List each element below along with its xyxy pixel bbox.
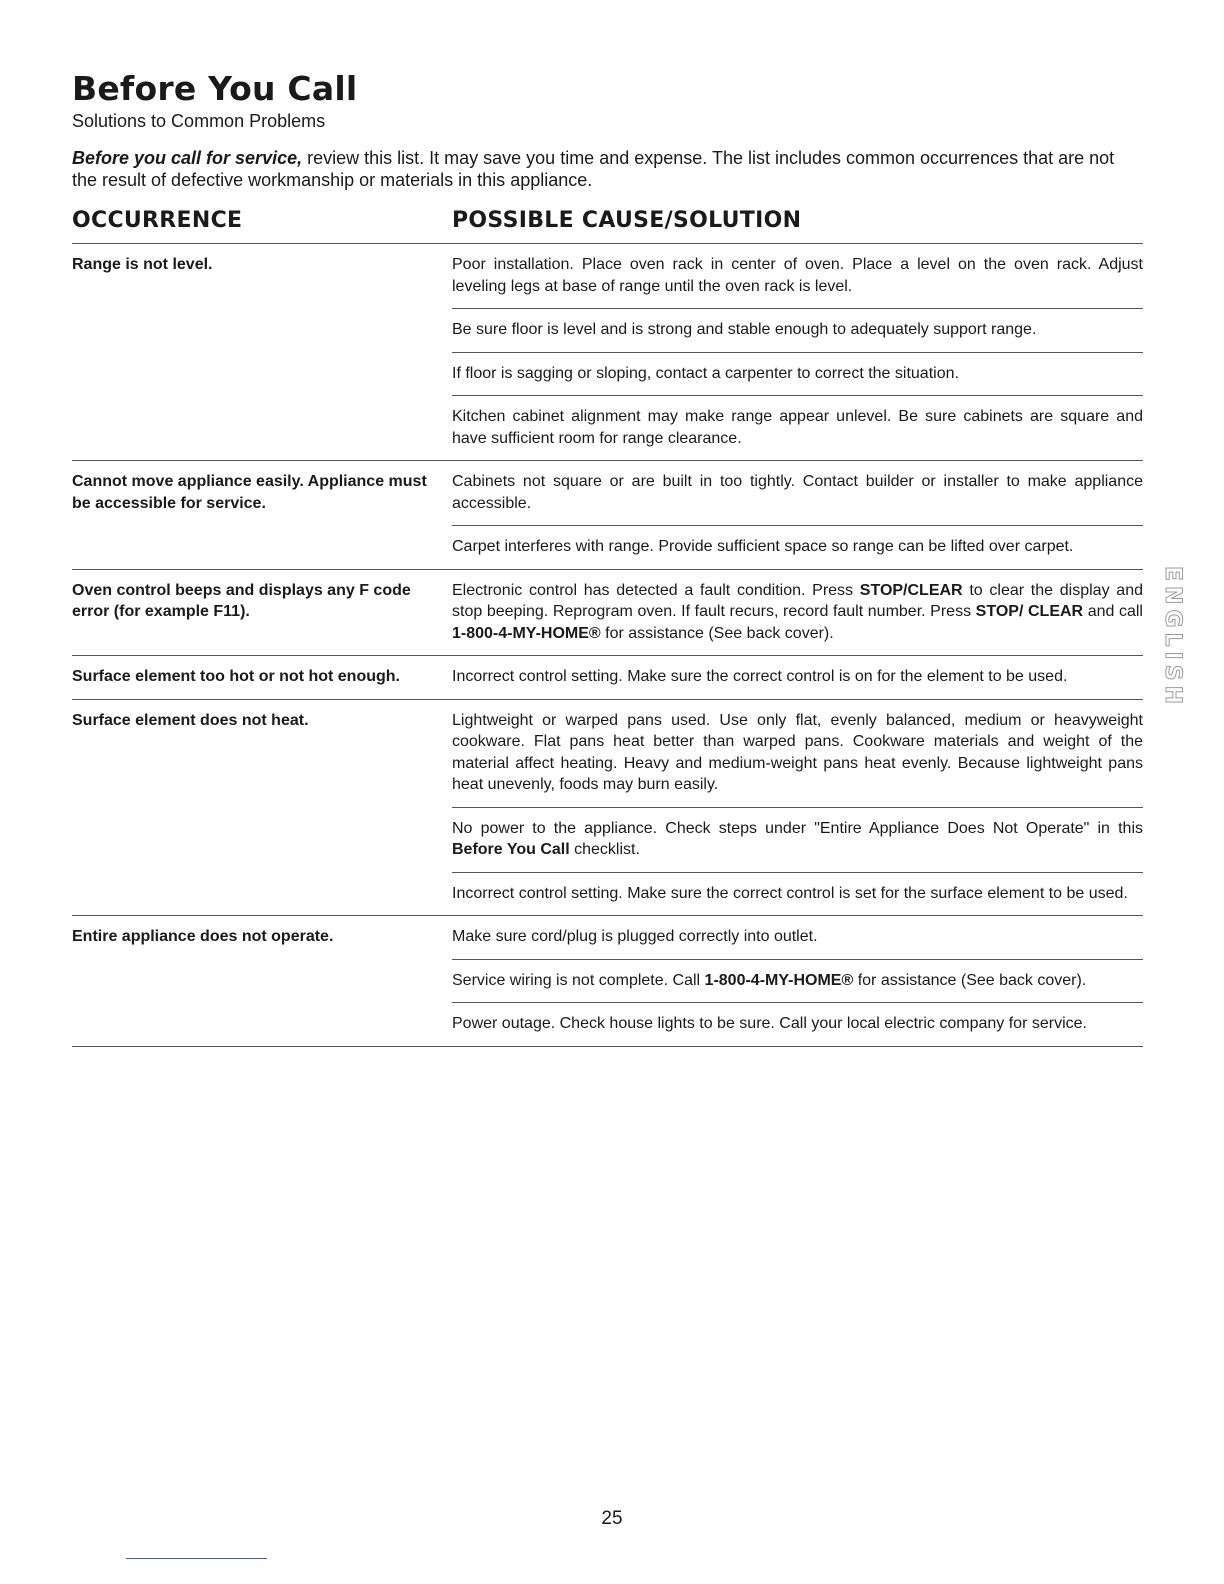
side-tab-label: ENGLISH (1159, 565, 1185, 709)
troubleshooting-table (72, 244, 1143, 1047)
solutions-cell (452, 700, 1143, 916)
solution-emphasis: 1-800-4-MY-HOME® (452, 624, 601, 642)
page-number: 25 (601, 1508, 623, 1529)
solution-emphasis: STOP/CLEAR (859, 581, 963, 599)
occurrence-cell: Entire appliance does not operate. (72, 928, 334, 945)
solution-text: Cabinets not square or are built in too tightly. Contact builder or installer to make appliance accessible. (452, 473, 1143, 512)
solutions-cell (452, 570, 1143, 656)
table-row (72, 461, 1143, 570)
solution-text: for assistance (See back cover). (600, 624, 834, 642)
solution-text: Electronic control has detected a fault condition. Press (452, 581, 860, 599)
solution-text: for assistance (See back cover). (853, 971, 1087, 989)
solution-item (452, 395, 1143, 460)
solution-item (452, 916, 1143, 959)
solutions-cell (452, 244, 1143, 460)
solution-emphasis: STOP/ CLEAR (975, 603, 1084, 620)
solution-item (452, 244, 1143, 308)
intro-lead: Before you call for service, (72, 148, 303, 168)
solution-text: Kitchen cabinet alignment may make range appear unlevel. Be sure cabinets are square and have sufficient room for range clearance. (452, 408, 1143, 447)
solution-item (452, 872, 1143, 916)
table-row (72, 916, 1143, 1047)
page-subtitle: Solutions to Common Problems (72, 111, 326, 131)
solution-text: to clear the display and stop beeping. Reprogram oven. If fault recurs, record fault number. Press (452, 581, 1143, 620)
solution-text: No power to the appliance. Check steps under "Entire Appliance Does Not Operate" in this (452, 819, 1143, 837)
column-header-occurrence: OCCURRENCE (72, 208, 243, 233)
table-row (72, 700, 1143, 917)
solution-text: Power outage. Check house lights to be sure. Call your local electric company for service. (452, 1015, 1087, 1032)
occurrence-cell: Oven control beeps and displays any F code error (for example F11). (72, 581, 411, 620)
solution-item (452, 656, 1143, 699)
page-title: Before You Call (72, 69, 358, 108)
solution-item (452, 807, 1143, 872)
solution-text: Be sure floor is level and is strong and stable enough to adequately support range. (452, 321, 1037, 338)
solution-item (452, 959, 1143, 1003)
solution-text: and call (1083, 603, 1143, 620)
column-header-solution: POSSIBLE CAUSE/SOLUTION (452, 208, 802, 233)
solution-text: Lightweight or warped pans used. Use only flat, evenly balanced, medium or heavyweight cookware. Flat pans heat better than warped pans. Cookware materials and weight of the material affect heating. Heavy and medium-weight pans heat evenly. Because lightweight pans heat unevenly, foods may burn easily. (452, 711, 1143, 793)
solution-text: Incorrect control setting. Make sure the correct control is set for the surface element to be used. (452, 884, 1128, 902)
solution-text: Make sure cord/plug is plugged correctly into outlet. (452, 928, 818, 945)
page-content (72, 70, 1143, 1047)
solutions-cell (452, 461, 1143, 569)
solution-item (452, 1002, 1143, 1046)
solution-text: Service wiring is not complete. Call (452, 971, 705, 989)
solution-text: Incorrect control setting. Make sure the correct control is on for the element to be used. (452, 668, 1068, 685)
solution-text: checklist. (569, 841, 640, 858)
table-row (72, 244, 1143, 461)
solution-item (452, 352, 1143, 396)
table-row (72, 570, 1143, 657)
occurrence-cell: Range is not level. (72, 256, 213, 273)
solution-item (452, 525, 1143, 569)
solution-item (452, 570, 1143, 656)
language-side-tab (1158, 566, 1186, 708)
solutions-cell (452, 656, 1143, 699)
solution-text: Carpet interferes with range. Provide sufficient space so range can be lifted over carpet. (452, 538, 1074, 555)
footer-rule (126, 1558, 267, 1559)
intro-text: review this list. It may save you time and expense. The list includes common occurrences that are not the result of defective workmanship or materials in this appliance. (72, 148, 1115, 190)
solution-text: If floor is sagging or sloping, contact a carpenter to correct the situation. (452, 364, 959, 382)
solution-emphasis: Before You Call (452, 841, 570, 858)
occurrence-cell: Surface element too hot or not hot enough. (72, 668, 400, 685)
occurrence-cell: Cannot move appliance easily. Appliance must be accessible for service. (72, 473, 427, 512)
occurrence-cell: Surface element does not heat. (72, 711, 309, 729)
solution-item (452, 308, 1143, 352)
intro-paragraph (72, 147, 1143, 191)
solutions-cell (452, 916, 1143, 1046)
table-header (72, 208, 1143, 244)
solution-item (452, 461, 1143, 525)
table-row (72, 656, 1143, 700)
solution-emphasis: 1-800-4-MY-HOME® (704, 971, 854, 989)
solution-item (452, 700, 1143, 807)
solution-text: Poor installation. Place oven rack in center of oven. Place a level on the oven rack. Adjust leveling legs at base of range until the oven rack is level. (452, 256, 1143, 295)
